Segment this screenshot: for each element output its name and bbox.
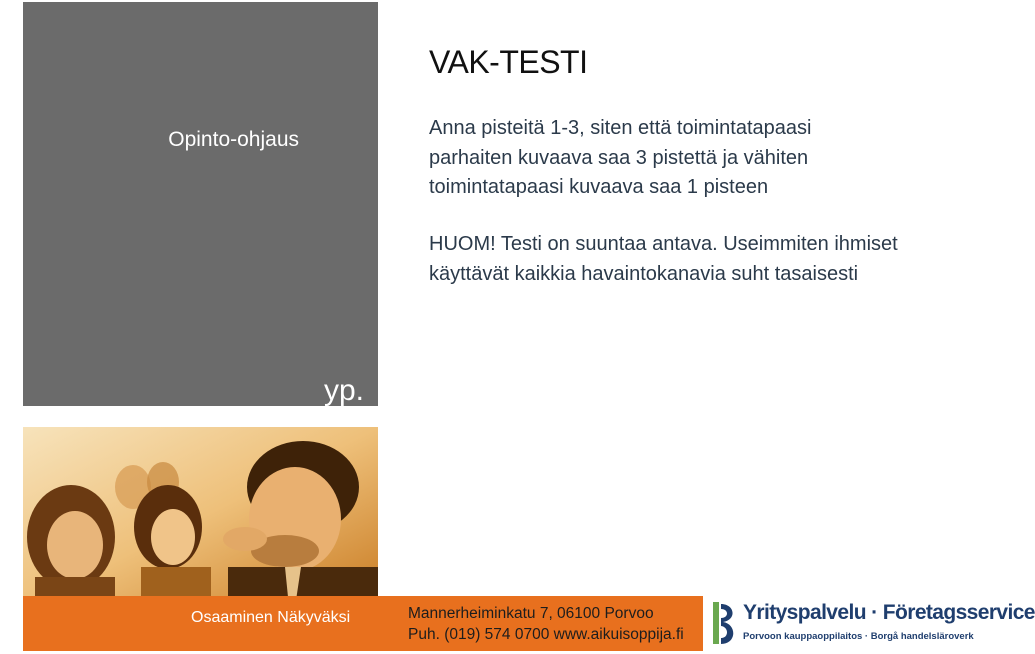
footer-tagline: Osaaminen Näkyväksi [191, 609, 351, 626]
people-photo [23, 427, 378, 607]
people-photo-illustration [23, 427, 378, 607]
side-panel [23, 2, 378, 406]
note-text: HUOM! Testi on suuntaa antava. Useimmiten ihmiset käyttävät kaikkia havaintokanavia suht tasaisesti [429, 233, 898, 285]
section-label: Opinto-ohjaus [168, 128, 299, 151]
instruction-text: Anna pisteitä 1-3, siten että toimintatapaasi parhaiten kuvaava saa 3 pistettä ja vähiten toimintatapaasi kuvaava saa 1 pisteen [429, 117, 812, 198]
address-line-1: Mannerheiminkatu 7, 06100 Porvoo [408, 605, 654, 622]
footer-address [408, 603, 684, 645]
footer-bar [23, 596, 1035, 651]
yrityspalvelu-logo [703, 596, 1035, 651]
address-line-2: Puh. (019) 574 0700 www.aikuisoppija.fi [408, 626, 684, 643]
brand-mark: yp. [323, 374, 364, 407]
logo-subtitle: Porvoon kauppaoppilaitos · Borgå handelsläroverk [743, 631, 974, 642]
logo-b-icon [709, 600, 739, 646]
logo-name: Yrityspalvelu · Företagsservice [743, 601, 1035, 624]
slide-title: VAK-TESTI [429, 44, 588, 80]
